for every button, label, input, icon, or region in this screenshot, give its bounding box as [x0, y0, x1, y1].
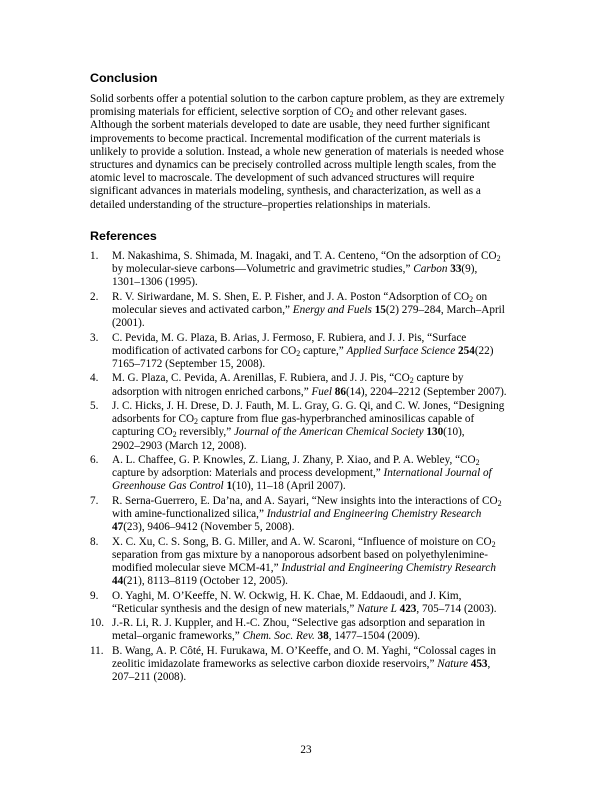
reference-item	[90, 400, 550, 453]
reference-number: 10.	[90, 617, 104, 630]
conclusion-line: improvements to become practical. Incremental modification of the current materials is	[90, 132, 481, 145]
reference-line: C. Pevida, M. G. Plaza, B. Arias, J. Fermoso, F. Rubiera, and J. J. Pis, “Surface	[112, 331, 467, 344]
reference-line: Greenhouse Gas Control 1(10), 11–18 (April 2007).	[112, 480, 346, 493]
conclusion-paragraph	[90, 93, 540, 212]
reference-item	[90, 590, 550, 616]
reference-line: metal–organic frameworks,” Chem. Soc. Rev. 38, 1477–1504 (2009).	[112, 630, 421, 643]
reference-line: zeolitic imidazolate frameworks as selective carbon dioxide reservoirs,” Nature 453,	[112, 657, 491, 670]
reference-line: capture by adsorption: Materials and process development,” International Journal of	[112, 467, 492, 480]
references-heading: References	[90, 229, 157, 243]
conclusion-line: structures and dynamics can be precisely controlled across multiple length scales, from the	[90, 159, 497, 172]
reference-line: with amine-functionalized silica,” Industrial and Engineering Chemistry Research	[112, 507, 482, 520]
reference-number: 7.	[90, 494, 99, 507]
reference-line: 44(21), 8113–8119 (October 12, 2005).	[112, 575, 288, 588]
reference-line: 47(23), 9406–9412 (November 5, 2008).	[112, 521, 295, 534]
reference-line: (2001).	[112, 317, 145, 330]
reference-number: 3.	[90, 331, 99, 344]
reference-item	[90, 372, 550, 398]
reference-item	[90, 645, 550, 685]
conclusion-heading: Conclusion	[90, 71, 158, 85]
conclusion-line: atomic level to macroscale. The development of such advanced structures will require	[90, 172, 475, 185]
reference-number: 4.	[90, 372, 99, 385]
reference-item	[90, 291, 550, 331]
reference-item	[90, 332, 550, 372]
reference-line: 7165–7172 (September 15, 2008).	[112, 358, 266, 370]
reference-line: R. V. Siriwardane, M. S. Shen, E. P. Fisher, and J. A. Poston “Adsorption of $CO_2$ on	[112, 290, 488, 304]
conclusion-line: detailed understanding of the structure–properties relationships in materials.	[90, 198, 431, 211]
reference-line: B. Wang, A. P. Côté, H. Furukawa, M. O’Keeffe, and O. M. Yaghi, “Colossal cages in	[112, 644, 496, 657]
reference-number: 6.	[90, 453, 99, 466]
reference-line: separation from gas mixture by a nanoporous adsorbent based on polyethylenimine-	[112, 548, 488, 561]
conclusion-line: promising materials for efficient, selective sorption of $CO_2$ and other relevant gases.	[90, 106, 467, 120]
conclusion-line: Solid sorbents offer a potential solution to the carbon capture problem, as they are extremely	[90, 93, 505, 105]
reference-number: 11.	[90, 644, 104, 657]
reference-line: adsorbents for $CO_2$ capture from flue gas-hyperbranched aminosilicas capable of	[112, 413, 475, 427]
reference-number: 5.	[90, 399, 99, 412]
conclusion-line: Although the sorbent materials developed to date are usable, they need further significant	[90, 119, 490, 132]
reference-number: 1.	[90, 250, 99, 262]
reference-item	[90, 495, 550, 535]
reference-line: by molecular-sieve carbons—Volumetric and gravimetric studies,” Carbon 33(9),	[112, 263, 478, 276]
page-number: 23	[300, 744, 312, 756]
reference-line: J.-R. Li, R. J. Kuppler, and H.-C. Zhou, “Selective gas adsorption and separation in	[112, 617, 486, 630]
conclusion-line: unlikely to provide a solution. Instead, a whole new generation of materials is needed whose	[90, 145, 504, 158]
reference-line: molecular sieves and activated carbon,” Energy and Fuels 15(2) 279–284, March–April	[112, 304, 505, 316]
reference-line: 2902–2903 (March 12, 2008).	[112, 439, 247, 452]
reference-line: 207–211 (2008).	[112, 671, 187, 684]
reference-line: modified molecular sieve MCM-41,” Industrial and Engineering Chemistry Research	[112, 561, 496, 574]
reference-line: A. L. Chaffee, G. P. Knowles, Z. Liang, J. Zhany, P. Xiao, and P. A. Webley, “$CO_2$	[112, 453, 480, 467]
reference-item	[90, 454, 550, 494]
reference-line: adsorption with nitrogen enriched carbons,” Fuel 86(14), 2204–2212 (September 2007).	[112, 385, 507, 398]
reference-line: capturing $CO_2$ reversibly,” Journal of the American Chemical Society 130(10),	[112, 426, 465, 440]
conclusion-line: significant advances in materials modeling, synthesis, and characterization, as well as a	[90, 185, 481, 198]
reference-item	[90, 250, 550, 290]
reference-number: 2.	[90, 290, 99, 303]
reference-number: 9.	[90, 589, 99, 602]
reference-line: modification of activated carbons for $CO_2$ capture,” Applied Surface Science 254(22)	[112, 344, 494, 358]
reference-line: “Reticular synthesis and the design of new materials,” Nature L 423, 705–714 (2003).	[112, 602, 497, 615]
reference-item	[90, 617, 550, 643]
reference-line: M. G. Plaza, C. Pevida, A. Arenillas, F. Rubiera, and J. J. Pis, “$CO_2$ capture by	[112, 372, 464, 386]
reference-line: J. C. Hicks, J. H. Drese, D. J. Fauth, M. L. Gray, G. G. Qi, and C. W. Jones, “Designing	[112, 399, 505, 412]
reference-line: O. Yaghi, M. O’Keeffe, N. W. Ockwig, H. K. Chae, M. Eddaoudi, and J. Kim,	[112, 589, 462, 602]
reference-number: 8.	[90, 535, 99, 548]
reference-line: R. Serna-Guerrero, E. Da’na, and A. Sayari, “New insights into the interactions of $CO_2$	[112, 494, 502, 508]
reference-line: 1301–1306 (1995).	[112, 276, 198, 289]
reference-line: M. Nakashima, S. Shimada, M. Inagaki, and T. A. Centeno, “On the adsorption of $CO_2$	[112, 250, 501, 263]
reference-line: X. C. Xu, C. S. Song, B. G. Miller, and A. W. Scaroni, “Influence of moisture on $CO_2$	[112, 535, 496, 549]
reference-list	[90, 250, 550, 686]
reference-item	[90, 536, 550, 589]
